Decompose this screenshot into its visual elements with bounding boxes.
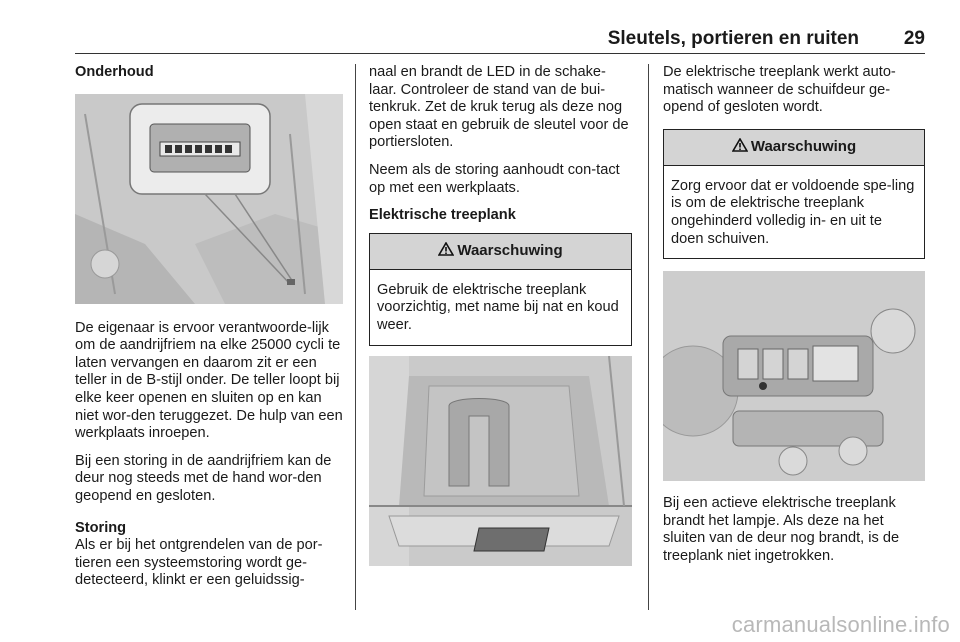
section-heading-storing: Storing [75, 519, 127, 536]
counter-illustration [75, 94, 343, 304]
warning-title-2: Waarschuwing [750, 138, 857, 156]
column-divider-2 [648, 64, 649, 610]
paragraph-storing: Als er bij het ontgrendelen van de por-tieren een systeemstoring wordt ge-detecteerd, klinkt er een geluidssig- [75, 537, 323, 589]
warning-body-1: Gebruik de elektrische treeplank voorzichtig, met name bij nat en koud weer. [377, 281, 619, 333]
warning-triangle-icon [732, 138, 748, 157]
column-1 [75, 64, 343, 600]
figure-dashboard-lamp [663, 271, 925, 481]
warning-body-2: Zorg ervoor dat er voldoende spe-ling is om de elektrische treeplank ongehinderd volledig in- en uit te doen schuiven. [671, 177, 915, 247]
column-2 [369, 64, 632, 566]
paragraph-automatic-step: De elektrische treeplank werkt auto-matisch wanneer de schuifdeur ge-opend of gesloten wordt. [663, 64, 896, 116]
page-number: 29 [903, 28, 925, 49]
paragraph-storing-continued: naal en brandt de LED in de schake-laar. Controleer de stand van de bui-tenkruk. Zet de kruk terug als deze nog open staat en gebruik de sleutel voor de portiersloten. [369, 64, 629, 151]
electric-step-illustration [369, 356, 632, 566]
paragraph-lamp-indicator: Bij een actieve elektrische treeplank brandt het lampje. Als deze na het sluiten van de deur nog brandt, is de treeplank niet ingetrokken. [663, 495, 900, 564]
paragraph-manual-operation: Bij een storing in de aandrijfriem kan de deur nog steeds met de hand wor-den geopend en gesloten. [75, 452, 332, 504]
dashboard-illustration [663, 271, 925, 481]
column-divider-1 [355, 64, 356, 610]
column-3 [663, 64, 925, 576]
paragraph-contact-workshop: Neem als de storing aanhoudt con-tact op met een werkplaats. [369, 161, 620, 196]
warning-triangle-icon [438, 242, 454, 261]
section-heading-electric-step: Elektrische treeplank [369, 207, 516, 224]
paragraph-maintenance: De eigenaar is ervoor verantwoorde-lijk om de aandrijfriem na elke 25000 cycli te laten vervangen en daarom zit er een teller in de B-stijl onder. De teller loopt bij elke keer openen en sluiten op en kan niet wor-den teruggezet. De hulp van een werkplaats inroepen. [75, 319, 343, 442]
warning-title-1: Waarschuwing [457, 242, 563, 260]
chapter-title: Sleutels, portieren en ruiten [607, 28, 859, 49]
warning-box-2 [663, 129, 925, 259]
section-heading-onderhoud: Onderhoud [75, 64, 154, 80]
warning-header-1 [370, 234, 631, 270]
watermark-text: carmanualsonline.info [731, 612, 950, 637]
warning-header-2 [664, 130, 924, 166]
figure-belt-counter [75, 94, 343, 304]
figure-electric-step [369, 356, 632, 566]
warning-box-1 [369, 233, 632, 346]
page-header [75, 26, 925, 54]
